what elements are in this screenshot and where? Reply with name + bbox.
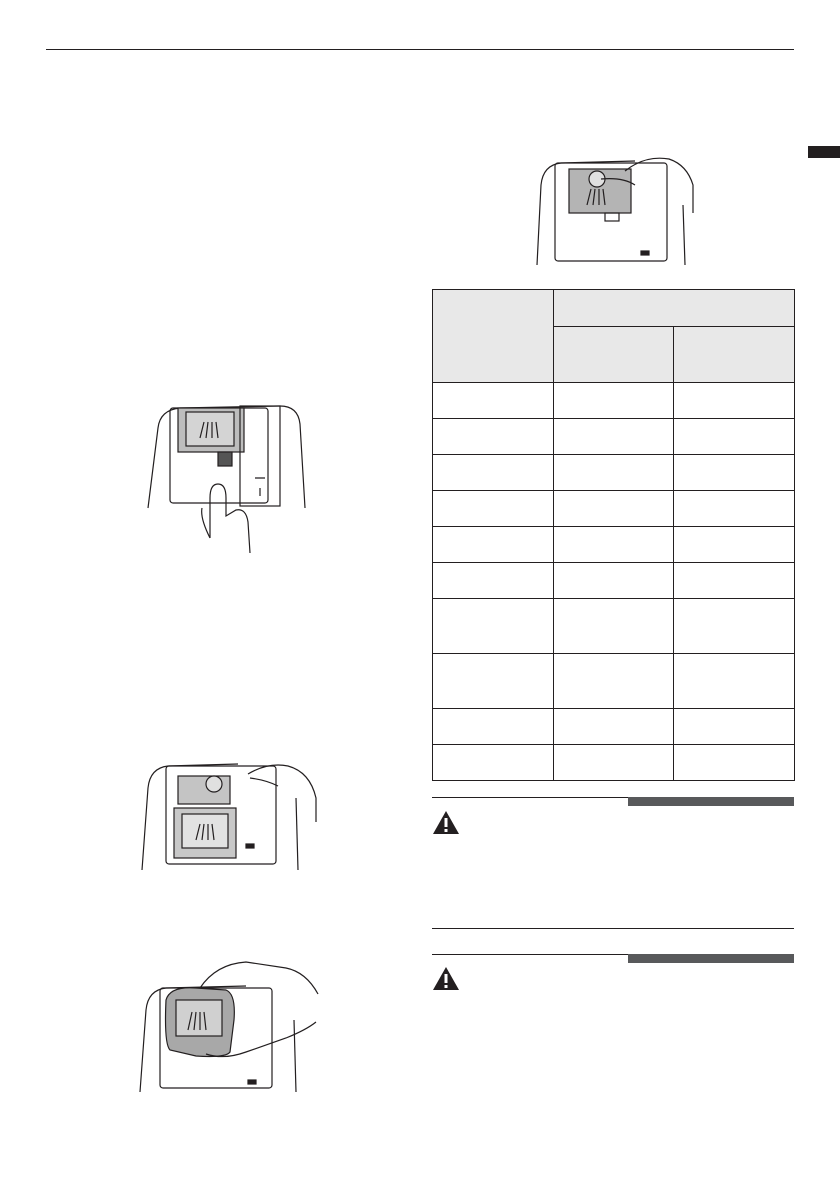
table-row [433,455,795,491]
table-cell [433,383,554,419]
table-cell [554,709,674,745]
table-header-cell [554,290,795,327]
table-cell [433,745,554,781]
table-cell [674,709,795,745]
table-subheader-cell [674,327,795,383]
header-rule [46,49,794,50]
table-cell [433,709,554,745]
table-row [433,419,795,455]
table-row [433,599,795,654]
rinse-aid-setting-figure [535,155,695,267]
table-cell [433,527,554,563]
table-cell [674,527,795,563]
open-rinse-aid-cap-figure [138,758,318,873]
table-cell [554,563,674,599]
table-row [433,654,795,709]
table-cell [674,383,795,419]
table-row [433,491,795,527]
table-cell [674,563,795,599]
warning-triangle-icon [432,810,460,835]
press-dispenser-lid-figure [140,398,310,553]
table-cell [554,745,674,781]
table-cell [554,599,674,654]
table-cell [674,654,795,709]
warning-triangle-icon [432,966,460,991]
close-dispenser-lid-figure [136,960,321,1095]
table-cell [674,419,795,455]
table-subheader-cell [554,327,674,383]
table-row [433,709,795,745]
table-row [433,527,795,563]
notice-rule [432,928,794,929]
table-cell [433,419,554,455]
table-row [433,563,795,599]
table-row [433,745,795,781]
table-cell [433,599,554,654]
table-cell [554,491,674,527]
notice-bar [628,954,794,963]
table-cell [674,455,795,491]
table-cell [554,455,674,491]
notice-bar [628,797,794,806]
table-cell [554,527,674,563]
table-cell [433,491,554,527]
table-cell [554,383,674,419]
table-cell [433,654,554,709]
table-cell [674,599,795,654]
table-cell [674,491,795,527]
table-row [433,383,795,419]
rinse-aid-settings-table [432,289,795,781]
table-cell [554,654,674,709]
table-cell [433,563,554,599]
table-cell [433,455,554,491]
table-header-cell [433,290,554,383]
warning-notice [432,797,794,930]
table-cell [554,419,674,455]
language-tab [808,146,840,158]
caution-notice [432,954,794,1014]
table-cell [674,745,795,781]
